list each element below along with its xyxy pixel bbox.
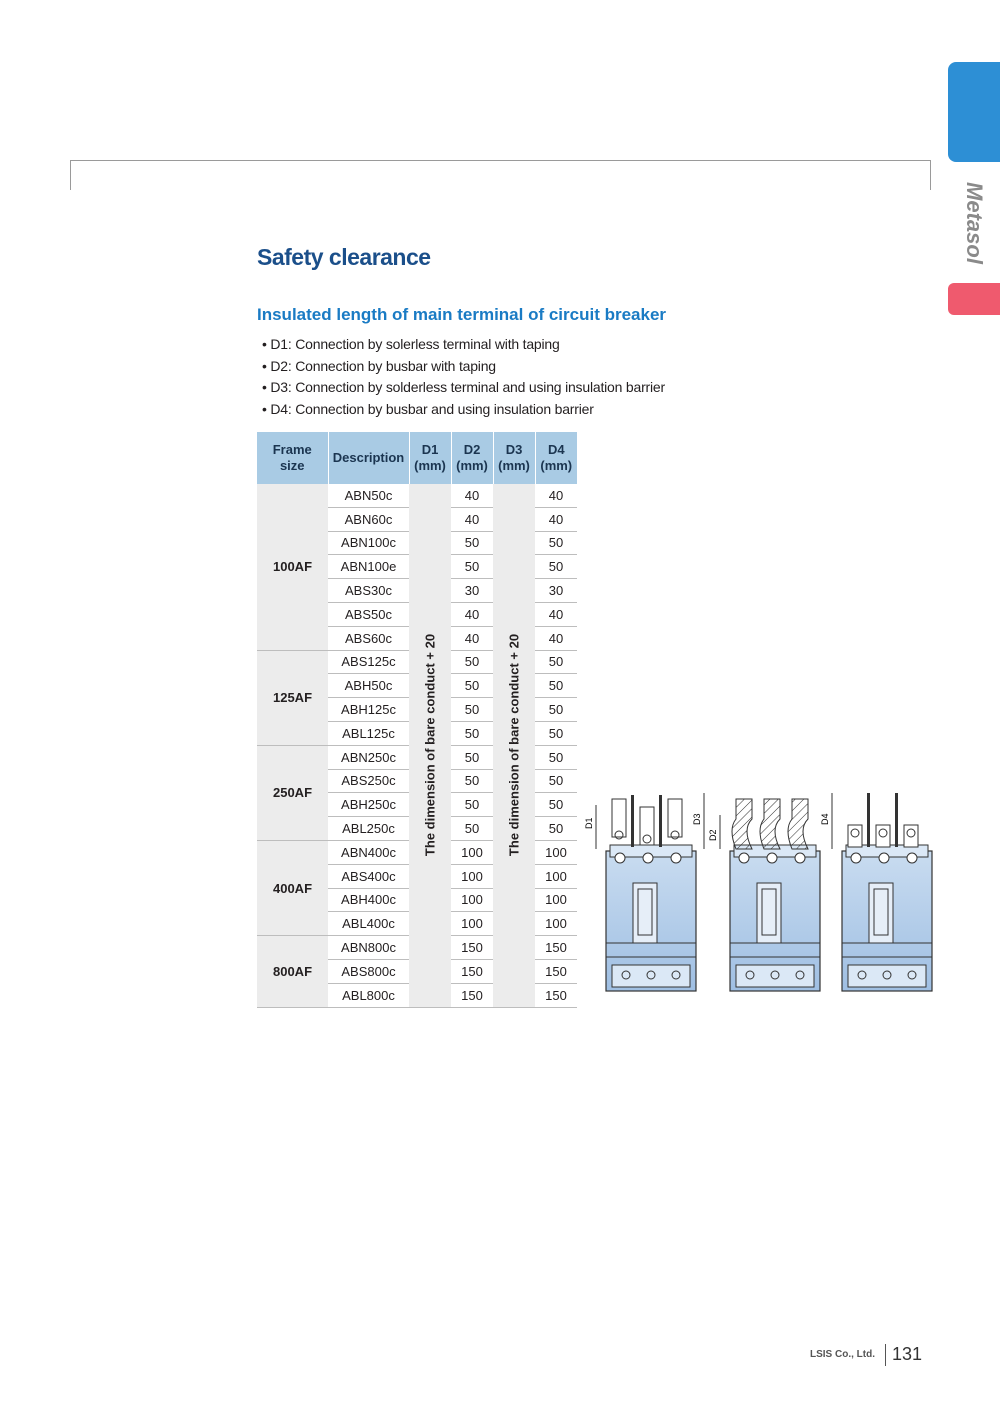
description-cell: ABS50c: [328, 602, 409, 626]
d2-cell: 100: [451, 864, 493, 888]
description-cell: ABS30c: [328, 579, 409, 603]
d2-cell: 40: [451, 507, 493, 531]
description-cell: ABL125c: [328, 721, 409, 745]
d4-cell: 50: [535, 769, 577, 793]
d4-cell: 40: [535, 626, 577, 650]
diagram-label-d3: D3: [692, 813, 702, 825]
bullet-list: [262, 334, 665, 421]
d2-cell: 100: [451, 912, 493, 936]
description-cell: ABL800c: [328, 983, 409, 1007]
frame-right-line: [930, 160, 931, 190]
d4-cell: 50: [535, 793, 577, 817]
header-d3-line1: D3: [505, 442, 523, 457]
d2-cell: 30: [451, 579, 493, 603]
description-cell: ABS400c: [328, 864, 409, 888]
d4-cell: 100: [535, 840, 577, 864]
diagram-label-d2: D2: [708, 829, 718, 841]
frame-size-cell: 400AF: [257, 840, 328, 935]
d4-cell: 40: [535, 602, 577, 626]
description-cell: ABN60c: [328, 507, 409, 531]
header-d1-line2: (mm): [414, 458, 446, 473]
header-d4-line2: (mm): [540, 458, 573, 473]
d2-cell: 150: [451, 959, 493, 983]
d4-cell: 50: [535, 698, 577, 722]
breaker-2-icon: [720, 799, 820, 991]
description-cell: ABH400c: [328, 888, 409, 912]
footer-separator: [885, 1344, 886, 1366]
description-cell: ABN100c: [328, 531, 409, 555]
d4-cell: 50: [535, 745, 577, 769]
d4-cell: 50: [535, 721, 577, 745]
d4-cell: 40: [535, 484, 577, 507]
diagram-label-d4: D4: [820, 813, 830, 825]
header-d2-line2: (mm): [456, 458, 488, 473]
d4-cell: 30: [535, 579, 577, 603]
side-tab-red: [948, 283, 1000, 315]
d2-cell: 150: [451, 936, 493, 960]
description-cell: ABS125c: [328, 650, 409, 674]
d2-cell: 50: [451, 698, 493, 722]
d3-merged-note: The dimension of bare conduct + 20: [506, 634, 522, 857]
bullet-d2: • D2: Connection by busbar with taping: [262, 357, 496, 374]
frame-size-cell: 250AF: [257, 745, 328, 840]
section-subtitle: Insulated length of main terminal of circuit breaker: [257, 305, 667, 324]
description-cell: ABN100e: [328, 555, 409, 579]
header-frame-size: [257, 432, 328, 484]
d2-cell: 50: [451, 721, 493, 745]
frame-size-cell: 800AF: [257, 936, 328, 1007]
bullet-d1: • D1: Connection by solerless terminal with taping: [262, 336, 560, 352]
header-d2: [451, 432, 493, 484]
d2-cell: 50: [451, 817, 493, 841]
description-cell: ABN50c: [328, 484, 409, 507]
description-cell: ABH50c: [328, 674, 409, 698]
table-row: [257, 484, 577, 507]
header-d1: [409, 432, 451, 484]
side-tab-label: Metasol: [962, 182, 987, 264]
d2-cell: 100: [451, 840, 493, 864]
d4-cell: 50: [535, 650, 577, 674]
table-header-row: [257, 432, 577, 484]
header-d2-line1: D2: [463, 442, 481, 457]
header-d1-line1: D1: [421, 442, 439, 457]
d4-cell: 150: [535, 936, 577, 960]
bullet-d4: • D4: Connection by busbar and using insulation barrier: [262, 401, 594, 418]
bullet-d3: • D3: Connection by solderless terminal and using insulation barrier: [262, 379, 665, 396]
header-d4-line1: D4: [547, 442, 565, 457]
description-cell: ABN250c: [328, 745, 409, 769]
breaker-diagram: [580, 785, 940, 993]
frame-size-cell: 125AF: [257, 650, 328, 745]
d2-cell: 40: [451, 626, 493, 650]
description-cell: ABN400c: [328, 840, 409, 864]
d4-cell: 50: [535, 817, 577, 841]
breaker-1-icon: [596, 793, 704, 991]
description-cell: ABH125c: [328, 698, 409, 722]
d2-cell: 150: [451, 983, 493, 1007]
header-d3: [493, 432, 535, 484]
d2-cell: 50: [451, 674, 493, 698]
d2-cell: 50: [451, 531, 493, 555]
frame-top-line: [70, 160, 930, 161]
d4-cell: 150: [535, 983, 577, 1007]
d4-cell: 100: [535, 912, 577, 936]
frame-size-cell: 100AF: [257, 484, 328, 650]
d2-cell: 50: [451, 650, 493, 674]
d3-merged-cell: [493, 484, 535, 1007]
table-body: [257, 484, 577, 1007]
header-d4: [535, 432, 577, 484]
frame-left-line: [70, 160, 71, 190]
description-cell: ABN800c: [328, 936, 409, 960]
breaker-3-icon: [832, 793, 932, 991]
d4-cell: 100: [535, 888, 577, 912]
d2-cell: 40: [451, 484, 493, 507]
description-cell: ABS60c: [328, 626, 409, 650]
d4-cell: 100: [535, 864, 577, 888]
header-description: Description: [328, 432, 409, 484]
description-cell: ABL250c: [328, 817, 409, 841]
d2-cell: 40: [451, 602, 493, 626]
d4-cell: 40: [535, 507, 577, 531]
d1-merged-cell: [409, 484, 451, 1007]
header-d3-line2: (mm): [498, 458, 530, 473]
d2-cell: 50: [451, 793, 493, 817]
side-tab-blue: [948, 62, 1000, 162]
footer-company: LSIS Co., Ltd.: [810, 1349, 875, 1360]
d4-cell: 50: [535, 531, 577, 555]
clearance-table: [257, 432, 577, 1008]
diagram-label-d1: D1: [584, 817, 594, 829]
description-cell: ABS250c: [328, 769, 409, 793]
d2-cell: 50: [451, 745, 493, 769]
page-number: 131: [892, 1344, 923, 1364]
description-cell: ABL400c: [328, 912, 409, 936]
d4-cell: 150: [535, 959, 577, 983]
page-title: Safety clearance: [257, 244, 431, 270]
d2-cell: 50: [451, 769, 493, 793]
header-frame-line2: size: [279, 458, 305, 473]
description-cell: ABH250c: [328, 793, 409, 817]
d2-cell: 100: [451, 888, 493, 912]
d2-cell: 50: [451, 555, 493, 579]
description-cell: ABS800c: [328, 959, 409, 983]
d4-cell: 50: [535, 674, 577, 698]
header-frame-line1: Frame: [272, 442, 312, 457]
d1-merged-note: The dimension of bare conduct + 20: [422, 634, 438, 857]
d4-cell: 50: [535, 555, 577, 579]
